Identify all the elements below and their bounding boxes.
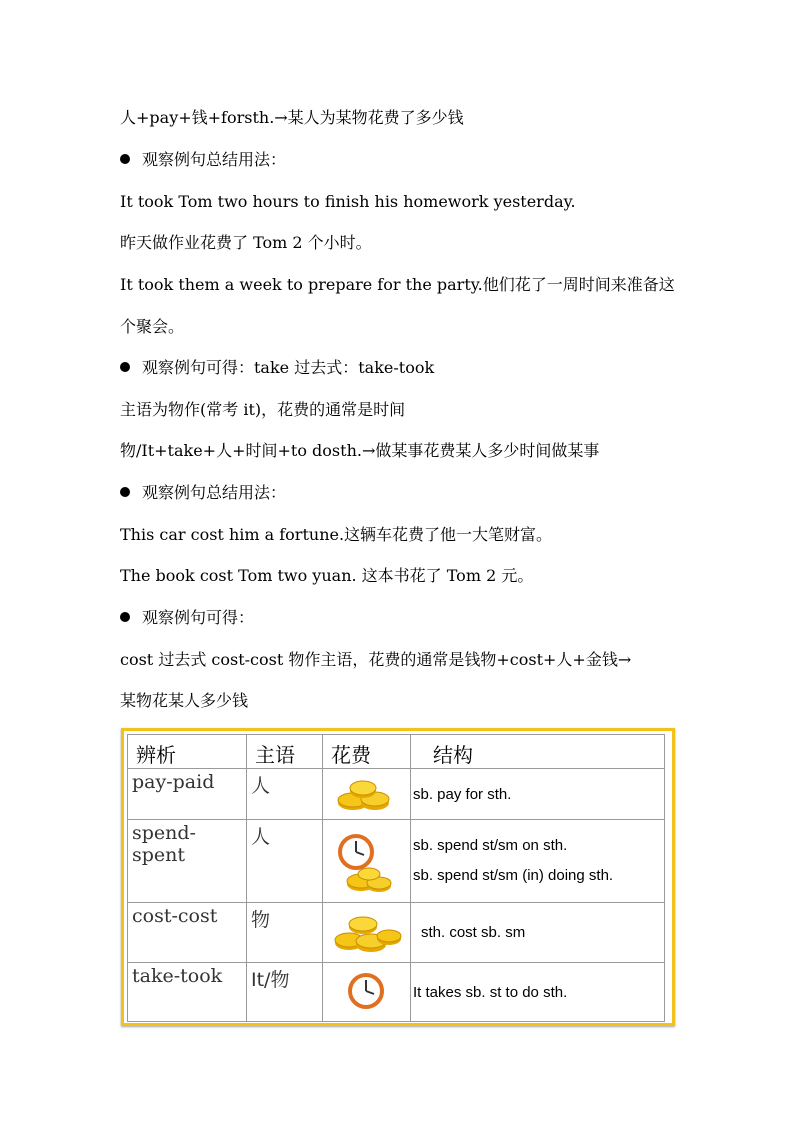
text-line-12: The book cost Tom two yuan. 这本书花了 Tom 2 元。 [120,566,534,585]
verb-cell: pay-paid [128,769,247,820]
bullet-icon [120,612,130,622]
text-line-8: 主语为物作(常考 it)，花费的通常是时间 [120,400,406,419]
table-row [128,769,665,820]
header-cell: 结构 [411,735,665,769]
subject-cell: 人 [247,769,323,820]
text-line-4: 昨天做作业花费了 Tom 2 个小时。 [120,233,372,252]
text-line-14: cost 过去式 cost-cost 物作主语，花费的通常是钱物+cost+人+金钱→ [120,650,632,669]
table-row [128,963,665,1022]
bullet-line-3 [120,483,286,503]
subject-cell: 人 [247,820,323,903]
comparison-table [127,734,665,1022]
text-line-3: It took Tom two hours to finish his homework yesterday. [120,192,576,211]
bullet-icon [120,154,130,164]
structure-line: sb. spend st/sm on sth. [413,837,568,854]
text-line-11: This car cost him a fortune.这辆车花费了他一大笔财富。 [120,525,553,544]
verb-cell: spend-spent [128,820,247,903]
subject-cell: 物 [247,903,323,963]
structure-cell [411,769,665,820]
structure-line: sb. pay for sth. [413,785,512,803]
text-line-1: 人+pay+钱+forsth.→某人为某物花费了多少钱 [120,108,464,127]
header-cell: 辨析 [128,735,247,769]
text-line-9: 物/It+take+人+时间+to dosth.→做某事花费某人多少时间做某事 [120,441,600,460]
header-cell: 主语 [247,735,323,769]
bullet-line-2 [120,358,434,378]
coins-icon [323,903,410,962]
comparison-table-frame [121,728,675,1026]
bullet-line-1 [120,150,286,170]
bullet-text: 观察例句可得：take 过去式：take-took [142,358,435,377]
cost-cell [323,820,411,903]
text-line-6: 个聚会。 [120,317,185,336]
bullet-line-4 [120,608,254,628]
clock-icon [323,963,410,1021]
structure-cell [411,963,665,1022]
bullet-text: 观察例句可得： [142,608,255,627]
bullet-icon [120,362,130,372]
bullet-text: 观察例句总结用法： [142,150,287,169]
table-row [128,903,665,963]
structure-line: sb. spend st/sm (in) doing sth. [413,867,614,884]
table-row [128,820,665,903]
structure-cell [411,820,665,903]
clock-and-coins-icon [323,820,410,902]
verb-cell: take-took [128,963,247,1022]
subject-cell: It/物 [247,963,323,1022]
coins-icon [323,769,410,819]
verb-cell: cost-cost [128,903,247,963]
bullet-icon [120,487,130,497]
cost-cell [323,963,411,1022]
structure-cell [411,903,665,963]
cost-cell [323,903,411,963]
table-header-row [128,735,665,769]
bullet-text: 观察例句总结用法： [142,483,287,502]
text-line-5: It took them a week to prepare for the party.他们花了一周时间来准备这 [120,275,675,294]
structure-line: sth. cost sb. sm [421,924,526,941]
text-line-15: 某物花某人多少钱 [120,691,249,710]
structure-line: It takes sb. st to do sth. [413,983,568,1001]
header-cell: 花费 [323,735,411,769]
cost-cell [323,769,411,820]
